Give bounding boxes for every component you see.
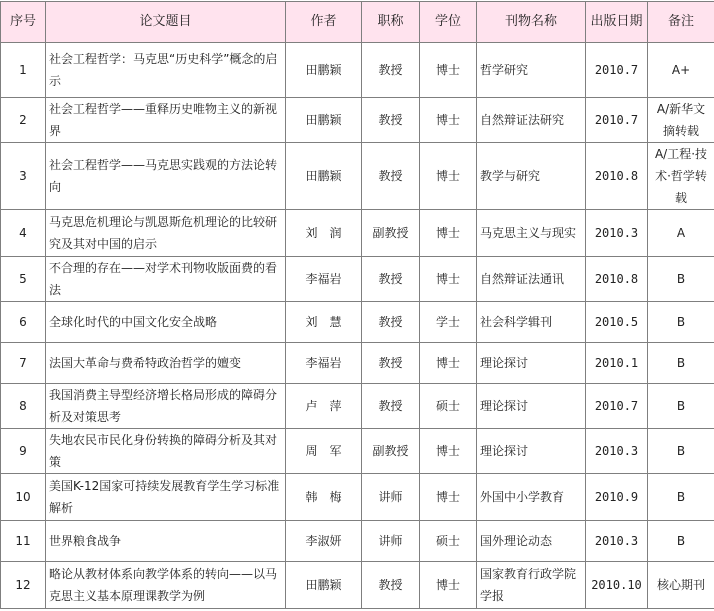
publish-date: 2010.9 [586,474,648,521]
row-number: 6 [1,302,46,343]
header-date: 出版日期 [586,2,648,43]
row-number: 9 [1,429,46,474]
rank: 副教授 [362,429,420,474]
rank: 教授 [362,257,420,302]
journal: 理论探讨 [477,343,586,384]
paper-title: 失地农民市民化身份转换的障碍分析及其对策 [46,429,286,474]
rank: 讲师 [362,521,420,562]
row-number: 5 [1,257,46,302]
table-row [1,98,714,143]
paper-title: 略论从教材体系向教学体系的转向——以马克思主义基本原理课教学为例 [46,562,286,609]
journal: 理论探讨 [477,384,586,429]
note: B [648,257,714,302]
degree: 博士 [420,98,477,143]
journal: 自然辩证法通讯 [477,257,586,302]
author: 田鹏颖 [286,562,362,609]
paper-title: 美国K-12国家可持续发展教育学生学习标准解析 [46,474,286,521]
table-row [1,343,714,384]
author: 刘 润 [286,210,362,257]
publish-date: 2010.7 [586,43,648,98]
rank: 教授 [362,384,420,429]
paper-title: 我国消费主导型经济增长格局形成的障碍分析及对策思考 [46,384,286,429]
table-row [1,143,714,210]
note: A [648,210,714,257]
paper-title: 社会工程哲学——马克思实践观的方法论转向 [46,143,286,210]
degree: 博士 [420,474,477,521]
table-row [1,43,714,98]
publish-date: 2010.7 [586,98,648,143]
row-number: 12 [1,562,46,609]
publish-date: 2010.1 [586,343,648,384]
note: B [648,521,714,562]
note: B [648,474,714,521]
paper-title: 社会工程哲学——重释历史唯物主义的新视界 [46,98,286,143]
publish-date: 2010.3 [586,521,648,562]
degree: 博士 [420,257,477,302]
row-number: 10 [1,474,46,521]
author: 田鹏颖 [286,143,362,210]
author: 田鹏颖 [286,43,362,98]
paper-title: 全球化时代的中国文化安全战略 [46,302,286,343]
publish-date: 2010.5 [586,302,648,343]
rank: 教授 [362,343,420,384]
header-note: 备注 [648,2,714,43]
note: A/新华文摘转载 [648,98,714,143]
paper-title: 社会工程哲学：马克思“历史科学”概念的启示 [46,43,286,98]
author: 周 军 [286,429,362,474]
table-row [1,210,714,257]
table-row [1,562,714,609]
journal: 理论探讨 [477,429,586,474]
author: 李福岩 [286,343,362,384]
row-number: 1 [1,43,46,98]
degree: 博士 [420,43,477,98]
journal: 教学与研究 [477,143,586,210]
header-title: 论文题目 [46,2,286,43]
paper-title: 马克思危机理论与凯恩斯危机理论的比较研究及其对中国的启示 [46,210,286,257]
paper-title: 世界粮食战争 [46,521,286,562]
papers-table [0,1,714,609]
note: B [648,384,714,429]
publish-date: 2010.8 [586,143,648,210]
header-degree: 学位 [420,2,477,43]
note: A+ [648,43,714,98]
note: A/工程·技术·哲学转载 [648,143,714,210]
rank: 教授 [362,98,420,143]
publish-date: 2010.7 [586,384,648,429]
degree: 博士 [420,343,477,384]
rank: 教授 [362,143,420,210]
row-number: 7 [1,343,46,384]
table-row [1,429,714,474]
row-number: 11 [1,521,46,562]
rank: 教授 [362,43,420,98]
publish-date: 2010.10 [586,562,648,609]
row-number: 3 [1,143,46,210]
row-number: 2 [1,98,46,143]
author: 田鹏颖 [286,98,362,143]
journal: 社会科学辑刊 [477,302,586,343]
degree: 博士 [420,143,477,210]
note: B [648,302,714,343]
note: 核心期刊 [648,562,714,609]
publish-date: 2010.3 [586,429,648,474]
journal: 哲学研究 [477,43,586,98]
degree: 硕士 [420,521,477,562]
degree: 学士 [420,302,477,343]
author: 刘 慧 [286,302,362,343]
rank: 教授 [362,562,420,609]
header-author: 作者 [286,2,362,43]
journal: 国外理论动态 [477,521,586,562]
degree: 硕士 [420,384,477,429]
journal: 外国中小学教育 [477,474,586,521]
journal: 国家教育行政学院学报 [477,562,586,609]
note: B [648,343,714,384]
rank: 教授 [362,302,420,343]
author: 卢 萍 [286,384,362,429]
header-rank: 职称 [362,2,420,43]
journal: 自然辩证法研究 [477,98,586,143]
author: 李淑妍 [286,521,362,562]
header-journal: 刊物名称 [477,2,586,43]
degree: 博士 [420,562,477,609]
header-no: 序号 [1,2,46,43]
paper-title: 法国大革命与费希特政治哲学的嬗变 [46,343,286,384]
table-row [1,474,714,521]
publish-date: 2010.3 [586,210,648,257]
table-body [1,43,714,609]
table-row [1,302,714,343]
degree: 博士 [420,210,477,257]
header-row [1,2,714,43]
table-row [1,384,714,429]
author: 李福岩 [286,257,362,302]
degree: 博士 [420,429,477,474]
row-number: 8 [1,384,46,429]
publish-date: 2010.8 [586,257,648,302]
table-row [1,521,714,562]
paper-title: 不合理的存在——对学术刊物收版面费的看法 [46,257,286,302]
rank: 讲师 [362,474,420,521]
author: 韩 梅 [286,474,362,521]
note: B [648,429,714,474]
rank: 副教授 [362,210,420,257]
row-number: 4 [1,210,46,257]
journal: 马克思主义与现实 [477,210,586,257]
table-row [1,257,714,302]
